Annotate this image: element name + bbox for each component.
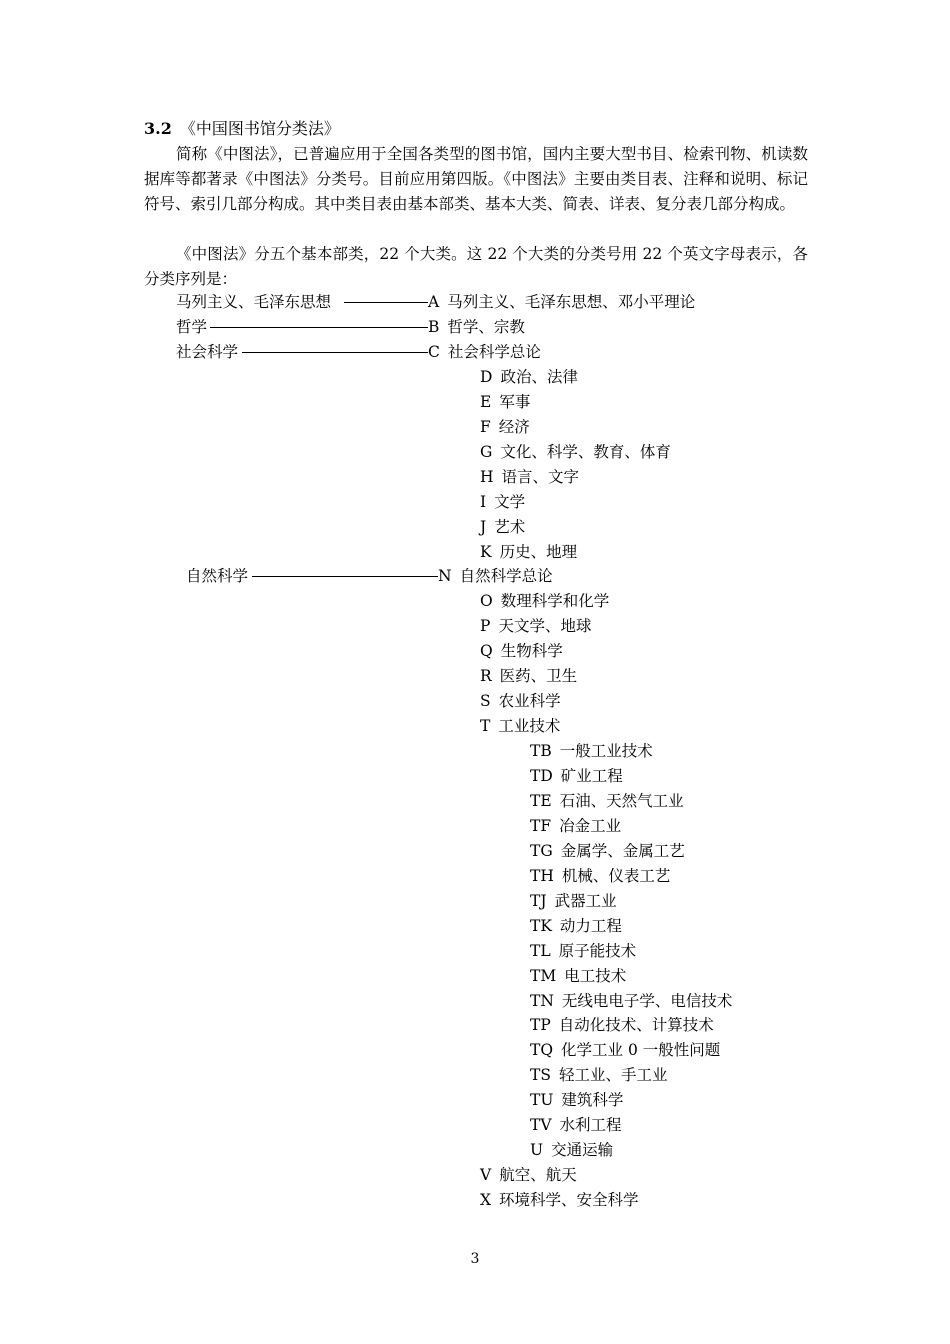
class-name: 农业科学 — [498, 692, 561, 710]
subclass-row — [480, 465, 579, 489]
class-code: U — [530, 1141, 544, 1159]
category-label: 哲学 — [176, 318, 208, 336]
class-name: 自动化技术、计算技术 — [558, 1016, 714, 1034]
section-number: 3.2 — [144, 119, 172, 138]
classes-paragraph: 《中图法》分五个基本部类，22 个大类。这 22 个大类的分类号用 22 个英文字母表示，各分类序列是： — [144, 245, 808, 288]
class-code: V — [480, 1166, 492, 1184]
subclass-row — [530, 839, 685, 863]
class-code: TD — [530, 767, 553, 785]
class-name: 工业技术 — [498, 717, 561, 735]
class-code: TG — [530, 842, 553, 860]
class-code: TE — [530, 792, 552, 810]
class-name: 自然科学总论 — [459, 567, 553, 585]
class-code: O — [480, 592, 493, 610]
class-code: C — [428, 343, 440, 361]
subclass-row — [530, 1088, 623, 1112]
class-name: 政治、法律 — [500, 368, 578, 386]
subclass-row — [480, 639, 563, 663]
class-code: B — [428, 318, 440, 336]
class-entry — [428, 290, 695, 314]
subclass-row — [530, 864, 670, 888]
class-name: 水利工程 — [559, 1116, 622, 1134]
subclass-row — [480, 540, 577, 564]
section-heading — [144, 117, 340, 141]
class-code: TQ — [530, 1041, 554, 1059]
class-name: 军事 — [499, 393, 531, 411]
class-code: A — [428, 293, 440, 311]
subclass-row — [530, 914, 622, 938]
class-name: 轻工业、手工业 — [558, 1066, 668, 1084]
subclass-row — [530, 814, 621, 838]
class-name: 文学 — [494, 493, 526, 511]
subclass-row — [530, 1038, 720, 1062]
class-name: 机械、仪表工艺 — [561, 867, 671, 885]
class-name: 石油、天然气工业 — [559, 792, 684, 810]
class-entry — [428, 340, 541, 364]
class-name: 环境科学、安全科学 — [499, 1191, 639, 1209]
class-code: S — [480, 692, 491, 710]
class-code: TS — [530, 1066, 551, 1084]
class-name: 文化、科学、教育、体育 — [500, 443, 671, 461]
subclass-row — [480, 490, 525, 514]
class-name: 马列主义、毛泽东思想、邓小平理论 — [447, 293, 696, 311]
class-code: Q — [480, 642, 493, 660]
class-code: H — [480, 468, 494, 486]
class-code: R — [480, 667, 492, 685]
subclass-row — [480, 515, 525, 539]
class-name: 历史、地理 — [499, 543, 578, 561]
class-code: E — [480, 393, 492, 411]
subclass-row — [480, 664, 577, 688]
class-code: TP — [530, 1016, 551, 1034]
subclass-row — [480, 1188, 639, 1212]
class-name: 动力工程 — [559, 917, 622, 935]
class-code: TB — [530, 742, 552, 760]
subclass-row — [530, 764, 623, 788]
category-label: 社会科学 — [176, 343, 239, 361]
subclass-row — [530, 1013, 714, 1037]
class-code: N — [438, 567, 452, 585]
class-code: TJ — [530, 892, 547, 910]
subclass-row — [480, 589, 609, 613]
subclass-row — [480, 689, 561, 713]
class-code: T — [480, 717, 491, 735]
subclass-row — [480, 365, 578, 389]
subclass-row — [480, 440, 671, 464]
class-name: 无线电电子学、电信技术 — [561, 992, 733, 1010]
class-name: 冶金工业 — [559, 817, 622, 835]
class-code: TU — [530, 1091, 554, 1109]
class-code: TL — [530, 942, 551, 960]
class-name: 数理科学和化学 — [500, 592, 610, 610]
subclass-row — [530, 739, 653, 763]
class-entry — [428, 315, 525, 339]
class-name: 电工技术 — [564, 967, 627, 985]
class-name: 矿业工程 — [560, 767, 623, 785]
class-code: K — [480, 543, 492, 561]
class-name: 航空、航天 — [499, 1166, 577, 1184]
class-name: 社会科学总论 — [447, 343, 541, 361]
class-name: 哲学、宗教 — [447, 318, 525, 336]
class-code: TM — [530, 967, 557, 985]
class-name: 艺术 — [494, 518, 526, 536]
category-label: 马列主义、毛泽东思想 — [176, 293, 332, 311]
class-name: 金属学、金属工艺 — [560, 842, 685, 860]
subclass-row — [530, 1063, 667, 1087]
subclass-row — [530, 1138, 613, 1162]
page-number: 3 — [470, 1251, 480, 1267]
class-code: I — [480, 493, 487, 511]
leader-line — [242, 352, 428, 353]
section-title: 《中国图书馆分类法》 — [179, 119, 340, 138]
class-code: P — [480, 617, 491, 635]
class-code: TF — [530, 817, 552, 835]
subclass-row — [480, 714, 560, 738]
class-name: 生物科学 — [500, 642, 563, 660]
class-name: 建筑科学 — [561, 1091, 624, 1109]
class-code: TK — [530, 917, 552, 935]
class-name: 一般工业技术 — [559, 742, 653, 760]
subclass-row — [530, 1113, 622, 1137]
subclass-row — [480, 614, 591, 638]
subclass-row — [480, 390, 530, 414]
leader-line — [344, 302, 428, 303]
class-name: 经济 — [498, 418, 530, 436]
subclass-row — [530, 889, 617, 913]
subclass-row — [530, 964, 626, 988]
subclass-row — [530, 789, 684, 813]
class-name: 医药、卫生 — [499, 667, 578, 685]
leader-line — [210, 327, 428, 328]
class-code: TV — [530, 1116, 552, 1134]
class-name: 化学工业 0 一般性问题 — [561, 1041, 721, 1059]
class-name: 语言、文字 — [501, 468, 580, 486]
class-entry — [438, 564, 553, 588]
intro-paragraph: 简称《中图法》，已普遍应用于全国各类型的图书馆，国内主要大型书目、检索刊物、机读数据库等都著录《中图法》分类号。目前应用第四版。《中图法》主要由类目表、注释和说明、标记符号、索引几部分构成。其中类目表由基本部类、基本大类、简表、详表、复分表几部分构成。 — [144, 145, 808, 213]
subclass-row — [530, 989, 732, 1013]
class-code: J — [480, 518, 487, 536]
class-code: D — [480, 368, 493, 386]
class-code: TN — [530, 992, 554, 1010]
class-name: 原子能技术 — [558, 942, 637, 960]
class-code: X — [480, 1191, 492, 1209]
class-code: G — [480, 443, 493, 461]
category-label: 自然科学 — [186, 567, 249, 585]
class-name: 交通运输 — [551, 1141, 614, 1159]
subclass-row — [480, 1163, 577, 1187]
class-code: TH — [530, 867, 554, 885]
class-name: 武器工业 — [554, 892, 617, 910]
subclass-row — [480, 415, 530, 439]
class-code: F — [480, 418, 491, 436]
leader-line — [252, 576, 438, 577]
subclass-row — [530, 939, 636, 963]
class-name: 天文学、地球 — [498, 617, 592, 635]
